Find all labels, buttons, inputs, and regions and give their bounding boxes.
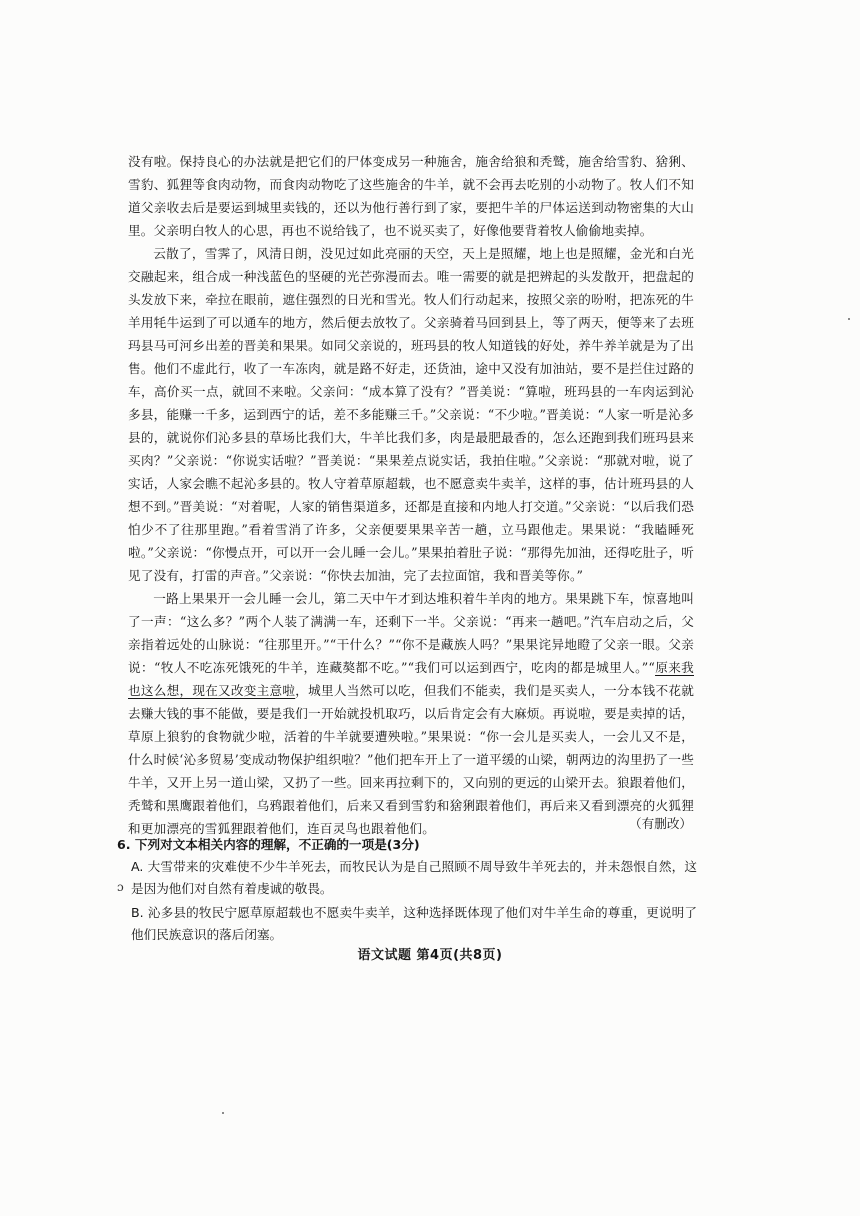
scan-speck [222, 1112, 224, 1114]
scan-speck [848, 318, 850, 320]
underlined-phrase: 原来我也这么想，现在又改变主意啦 [128, 660, 694, 698]
passage-paragraph-3 [128, 587, 694, 840]
paragraph-3-text: 一路上果果开一会儿睡一会儿，第二天中午才到达堆积着牛羊肉的地方。果果跳下车，惊喜地叫了一声：“这么多？”两个人装了满满一车，还剩下一半。父亲说：“再来一趟吧。”汽车启动之后，父亲指着远处的山脉说：“往那里开。”“干什么？”“你不是藏族人吗？”果果诧异地瞪了父亲一眼。父亲说：“牧人不吃冻死饿死的牛羊，连藏獒都不吃。”“我们可以运到西宁，吃肉的都是城里人。”“原来我也这么想，现在又改变主意啦，城里人当然可以吃，但我们不能卖，我们是买卖人，一分本钱不花就去赚大钱的事不能做，要是我们一开始就投机取巧，以后肯定会有大麻烦。再说啦，要是卖掉的话，草原上狼豹的食物就少啦，活着的牛羊就要遭殃啦。”果果说：“你一会儿是买卖人，一会儿又不是，什么时候‘沁多贸易’变成动物保护组织啦？”他们把车开上了一道平缓的山梁，朝两边的沟里扔了一些牛羊，又开上另一道山梁，又扔了一些。回来再拉剩下的，又向别的更远的山梁开去。狼跟着他们，秃鹫和黑鹰跟着他们，乌鸦跟着他们，后来又看到雪豹和猞猁跟着他们，再后来又看到漂亮的火狐狸和更加漂亮的雪狐狸跟着他们，连百灵鸟也跟着他们。 [128, 591, 694, 836]
question-6 [117, 834, 697, 948]
option-a: A. 大雪带来的灾难使不少牛羊死去，而牧民认为是自己照顾不周导致牛羊死去的，并未怨恨自然，这是因为他们对自然有着虔诚的敬畏。 [131, 859, 697, 896]
question-stem: 6. 下列对文本相关内容的理解，不正确的一项是(3分) [117, 837, 420, 852]
source-note: （有删改） [629, 816, 692, 831]
passage-paragraph-2: 云散了，雪霁了，风清日朗，没见过如此亮丽的天空，天上是照耀，地上也是照耀，金光和白光交融起来，组合成一种浅蓝色的坚硬的光芒弥漫而去。唯一需要的就是把辨起的头发散开，把盘起的头发放下来，牵拉在眼前，遮住强烈的日光和雪光。牧人们行动起来，按照父亲的吩咐，把冻死的牛羊用牦牛运到了可以通车的地方，然后便去放牧了。父亲骑着马回到县上，等了两天，便等来了去班玛县马可河乡出差的晋美和果果。如同父亲说的，班玛县的牧人知道钱的好处，养牛养羊就是为了出售。他们不虚此行，收了一车冻肉，就是路不好走，还货油，途中又没有加油站，要不是拦住过路的车，高价买一点，就回不来啦。父亲问：“成本算了没有？”晋美说：“算啦，班玛县的一车肉运到沁多县，能赚一千多，运到西宁的话，差不多能赚三千。”父亲说：“不少啦。”晋美说：“人家一听是沁多县的，就说你们沁多县的草场比我们大，牛羊比我们多，肉是最肥最香的，怎么还跑到我们班玛县来买肉？”父亲说：“你说实话啦？”晋美说：“果果差点说实话，我拍住啦。”父亲说：“那就对啦，说了实话，人家会瞧不起沁多县的。牧人守着草原超载，也不愿意卖牛卖羊，这样的事，估计班玛县的人想不到。”晋美说：“对着呢，人家的销售渠道多，还都是直接和内地人打交道。”父亲说：“以后我们恐怕少不了往那里跑。”看着雪消了许多，父亲便要果果辛苦一趟，立马跟他走。果果说：“我瞌睡死啦。”父亲说：“你慢点开，可以开一会儿睡一会儿。”果果拍着肚子说：“那得先加油，还得吃肚子，听见了没有，打雷的声音。”父亲说：“你快去加油，完了去拉面馆，我和晋美等你。” [128, 246, 694, 583]
margin-pen-mark: ɔ [117, 880, 124, 894]
option-b: B. 沁多县的牧民宁愿草原超载也不愿卖牛卖羊，这种选择既体现了他们对牛羊生命的尊重，更说明了他们民族意识的落后闭塞。 [131, 905, 697, 942]
page-footer: 语文试题 第4页(共8页) [357, 948, 503, 963]
passage-paragraph-1: 没有啦。保持良心的办法就是把它们的尸体变成另一种施舍，施舍给狼和秃鹫，施舍给雪豹、猞猁、雪豹、狐狸等食肉动物，而食肉动物吃了这些施舍的牛羊，就不会再去吃别的小动物了。牧人们不知道父亲收去后是要运到城里卖钱的，还以为他行善行到了家，要把牛羊的尸体运送到动物密集的大山里。父亲明白牧人的心思，再也不说给钱了，也不说买卖了，好像他要背着牧人偷偷地卖掉。 [128, 154, 694, 238]
reading-passage [128, 150, 694, 840]
